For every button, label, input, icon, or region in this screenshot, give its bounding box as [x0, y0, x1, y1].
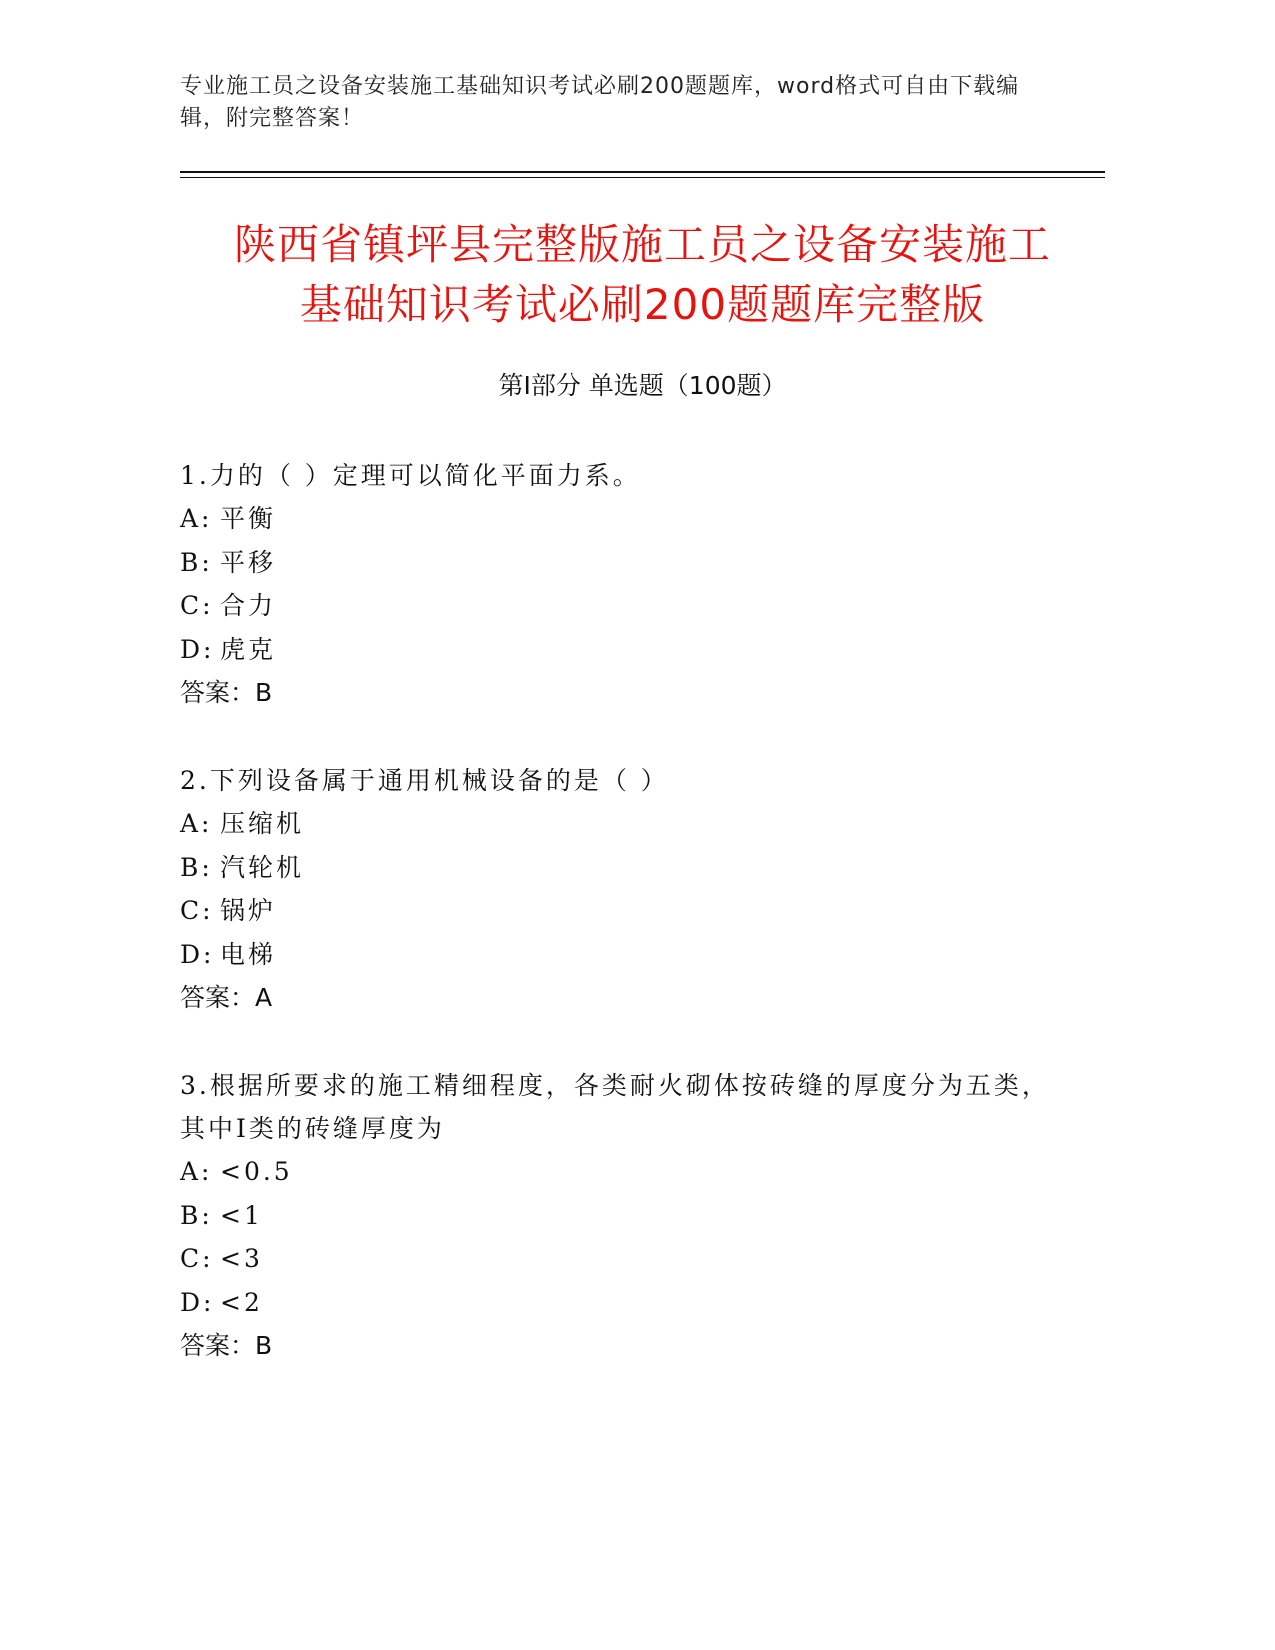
option-letter: C: [180, 896, 214, 925]
option-text: 平衡 [220, 504, 277, 533]
option-c [180, 889, 1060, 933]
option-b [180, 846, 1060, 890]
document-title [180, 215, 1105, 335]
header-divider-thick [180, 171, 1105, 173]
option-a [180, 497, 1060, 541]
option-a [180, 802, 1060, 846]
answer: 答案：B [180, 678, 273, 707]
option-c [180, 584, 1060, 628]
option-text: 合力 [220, 591, 277, 620]
option-text: 汽轮机 [220, 852, 305, 882]
option-letter: D: [180, 1287, 215, 1317]
question-stem: 1.力的（ ）定理可以简化平面力系。 [180, 461, 641, 490]
option-letter: C: [180, 1244, 214, 1273]
option-letter: A: [180, 504, 213, 533]
question-stem: 2.下列设备属于通用机械设备的是（ ） [180, 766, 669, 795]
option-letter: A: [180, 1157, 213, 1186]
section-heading: 第Ⅰ部分 单选题（100题） [498, 371, 787, 400]
option-letter: C: [180, 591, 214, 620]
option-d [180, 628, 1060, 672]
option-a [180, 1150, 1060, 1194]
option-text: 电梯 [220, 939, 277, 969]
answer: 答案：B [180, 1331, 273, 1360]
header-divider-thin [180, 177, 1105, 178]
question-2 [180, 759, 1060, 1020]
option-letter: D: [180, 939, 215, 969]
option-c [180, 1237, 1060, 1281]
question-stem: 3.根据所要求的施工精细程度，各类耐火砌体按砖缝的厚度分为五类，其中Ⅰ类的砖缝厚度为 [180, 1071, 1050, 1143]
document-title-line-2: 基础知识考试必刷200题题库完整版 [299, 280, 986, 329]
option-text: 平移 [220, 547, 277, 577]
option-letter: D: [180, 634, 215, 664]
option-d [180, 933, 1060, 977]
option-text: 锅炉 [220, 896, 277, 925]
answer: 答案：A [180, 983, 273, 1012]
option-text: <3 [220, 1244, 263, 1273]
option-text: <2 [220, 1287, 263, 1317]
question-1 [180, 454, 1060, 715]
option-text: 虎克 [220, 634, 277, 664]
document-title-line-1: 陕西省镇坪县完整版施工员之设备安装施工 [233, 220, 1051, 269]
option-letter: B: [180, 1200, 213, 1230]
option-letter: A: [180, 809, 213, 838]
option-text: <1 [220, 1200, 263, 1230]
option-text: 压缩机 [220, 809, 305, 838]
option-letter: B: [180, 852, 213, 882]
option-letter: B: [180, 547, 213, 577]
option-d [180, 1281, 1060, 1325]
question-3 [180, 1064, 1060, 1368]
option-b [180, 541, 1060, 585]
header-note: 专业施工员之设备安装施工基础知识考试必刷200题题库，word格式可自由下载编辑，附完整答案！ [180, 74, 1020, 131]
option-b [180, 1194, 1060, 1238]
option-text: <0.5 [220, 1157, 293, 1186]
